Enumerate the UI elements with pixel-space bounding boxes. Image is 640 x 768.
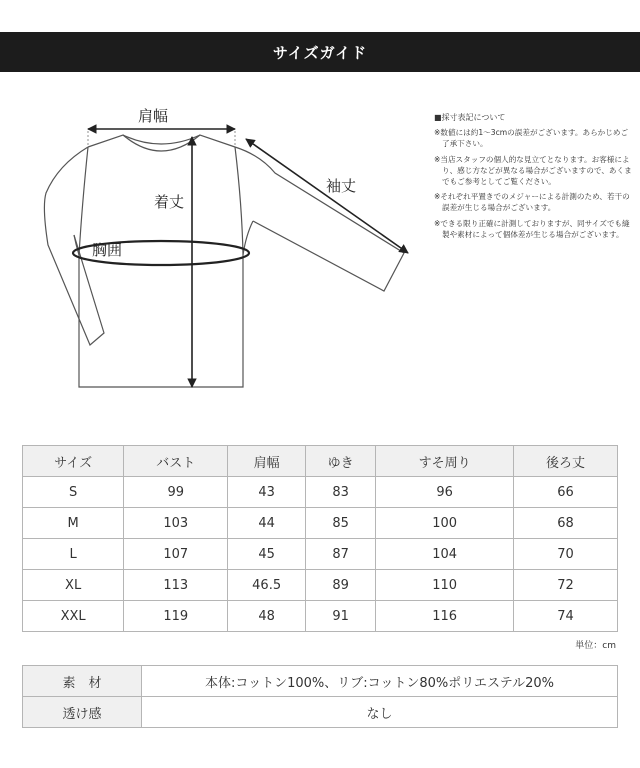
cell: 96: [376, 477, 514, 508]
cell: 113: [124, 570, 228, 601]
cell: 100: [376, 508, 514, 539]
cell: 46.5: [228, 570, 306, 601]
cell: 66: [513, 477, 617, 508]
page-header: [0, 32, 640, 72]
shirt-body: [79, 255, 243, 387]
unit-label: 単位：cm: [575, 641, 616, 651]
cell: 91: [306, 601, 376, 632]
material-label: 素 材: [23, 666, 142, 697]
cell: 74: [513, 601, 617, 632]
cell-size: M: [23, 508, 124, 539]
cell: 107: [124, 539, 228, 570]
header-shoulder: 肩幅: [228, 446, 306, 477]
size-table-header-row: [23, 446, 618, 477]
cell: 68: [513, 508, 617, 539]
cell-size: XL: [23, 570, 124, 601]
right-sleeve: [235, 147, 404, 291]
cell: 110: [376, 570, 514, 601]
cell: 45: [228, 539, 306, 570]
material-value: 本体:コットン100%、リブ:コットン80%ポリエステル20%: [142, 666, 618, 697]
header-yuki: ゆき: [306, 446, 376, 477]
page-title: サイズガイド: [272, 43, 368, 62]
table-row: [23, 477, 618, 508]
cell: 43: [228, 477, 306, 508]
header-bust: バスト: [124, 446, 228, 477]
garment-diagram: [20, 95, 420, 405]
cell: 85: [306, 508, 376, 539]
length-label: 着丈: [154, 193, 185, 211]
cell-size: L: [23, 539, 124, 570]
note-item: ※数値には約1〜3cmの誤差がございます。あらかじめご了承下さい。: [434, 128, 629, 149]
size-table: [22, 445, 618, 632]
transparency-label: 透け感: [23, 697, 142, 728]
cell: 116: [376, 601, 514, 632]
cell: 104: [376, 539, 514, 570]
header-back-length: 後ろ丈: [513, 446, 617, 477]
shoulder-label: 肩幅: [138, 107, 169, 125]
cell: 89: [306, 570, 376, 601]
cell: 103: [124, 508, 228, 539]
cell: 119: [124, 601, 228, 632]
cell-size: XXL: [23, 601, 124, 632]
cell: 99: [124, 477, 228, 508]
measurement-notes: [434, 112, 634, 244]
material-table: [22, 665, 618, 728]
cell: 48: [228, 601, 306, 632]
cell-size: S: [23, 477, 124, 508]
transparency-value: なし: [142, 697, 618, 728]
measurement-lines: [73, 129, 408, 387]
table-row: [23, 570, 618, 601]
notes-title: ■採寸表記について: [434, 113, 506, 122]
table-row: [23, 539, 618, 570]
cell: 87: [306, 539, 376, 570]
table-row: [23, 666, 618, 697]
cell: 44: [228, 508, 306, 539]
table-row: [23, 601, 618, 632]
table-row: [23, 697, 618, 728]
note-item: ※当店スタッフの個人的な見立てとなります。お客様により、感じ方などが異なる場合がございますので、あくまでもご参考としてご覧ください。: [434, 154, 632, 187]
table-row: [23, 508, 618, 539]
shirt-neckline: [88, 135, 235, 151]
note-item: ※それぞれ平置きでのメジャーによる計測のため、若干の誤差が生じる場合がございます。: [434, 192, 630, 213]
cell: 70: [513, 539, 617, 570]
sleeve-label: 袖丈: [326, 177, 357, 195]
sleeve-arrow: [246, 139, 408, 253]
cell: 83: [306, 477, 376, 508]
chest-label: 胸囲: [92, 241, 123, 259]
note-item: ※できる限り正確に計測しておりますが、同サイズでも縫製や素材によって個体差が生じる場合がございます。: [434, 218, 630, 239]
header-size: サイズ: [23, 446, 124, 477]
header-hem: すそ周り: [376, 446, 514, 477]
cell: 72: [513, 570, 617, 601]
